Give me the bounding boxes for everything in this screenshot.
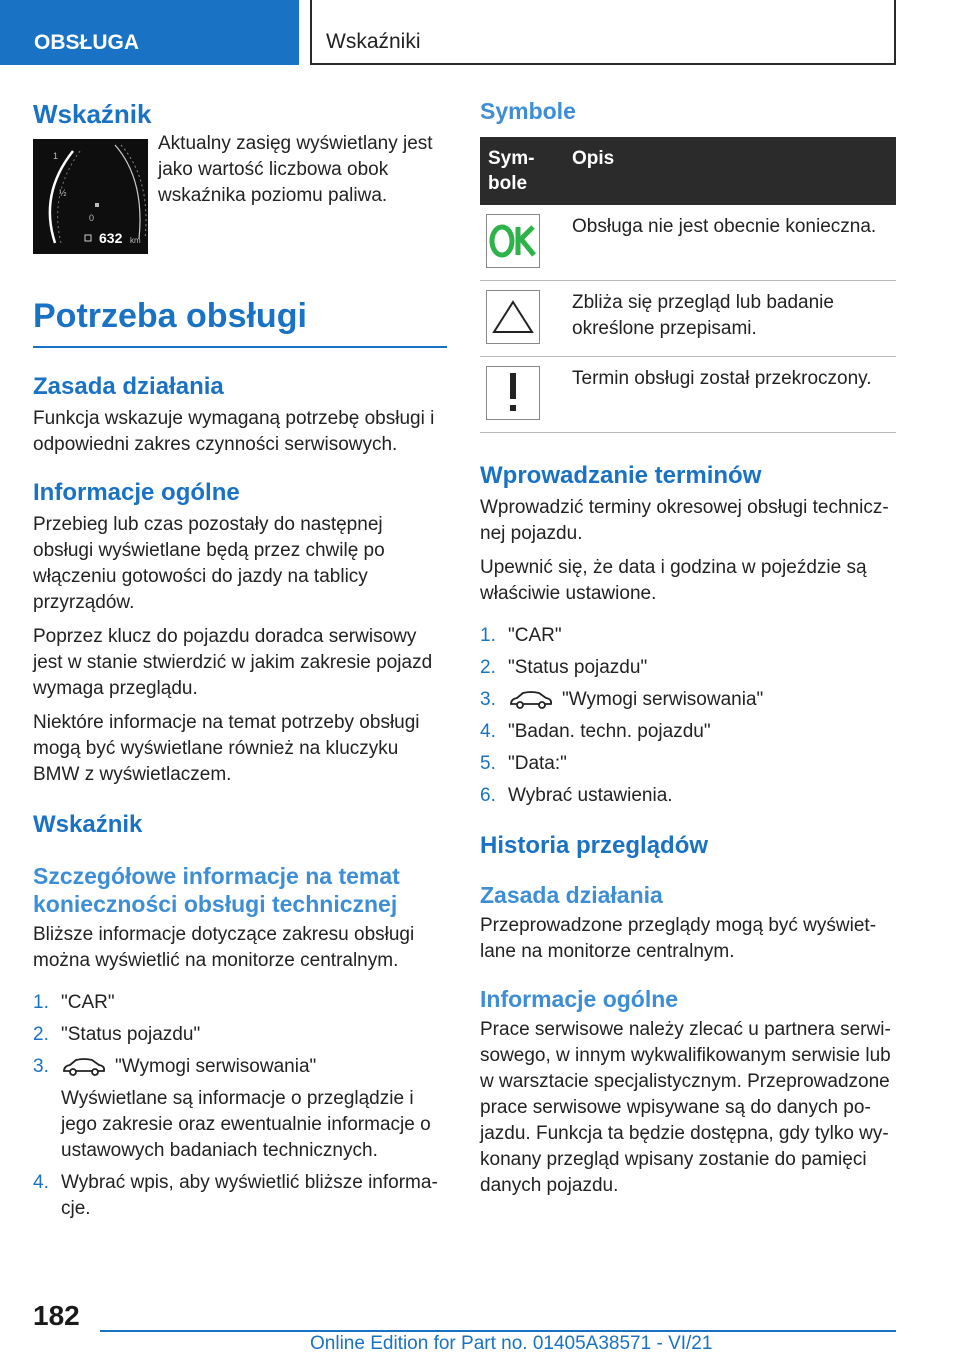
gauge-label-half: ½ — [59, 188, 67, 198]
exclamation-icon — [486, 366, 540, 420]
left-steps-list — [33, 990, 447, 1222]
heading-wskaznik-2: Wskaźnik — [33, 811, 143, 838]
fuel-gauge-image — [33, 139, 148, 254]
paragraph-info-2-right: Prace serwisowe należy zlecać u partnera serwisowego, w innym wykwalifikowanym serwisie lub w warsztacie specjalistycznym. Przeprowadzone prace serwisowe wpisywane są do danych pojazdu. Funkcja ta będzie dostępna, gdy tylko wykonany przegląd wpisany zostanie do pamięci danych pojazdu. — [480, 1019, 891, 1196]
gauge-range-value: 632 — [99, 230, 123, 246]
heading-szczegolowe: Szczegółowe informacje na temat konieczności obsługi technicznej — [33, 863, 400, 917]
heading-zasada-dzialania: Zasada działania — [33, 373, 224, 400]
step-note: Wyświetlane są informacje o przeglądzie i jego zakresie oraz ewentualnie informacje o ustawowych badaniach technicznych. — [61, 1088, 431, 1161]
gauge-description: Aktualny zasięg wyświetlany jest jako wartość liczbowa obok wskaźnika poziomu paliwa. — [158, 133, 433, 206]
list-item: 3. "Wymogi serwisowania" — [480, 689, 764, 710]
table-row — [480, 357, 896, 433]
list-item: 2. "Status pojazdu" — [33, 1024, 201, 1045]
heading-wskaznik: Wskaźnik — [33, 99, 152, 129]
table-row — [480, 205, 896, 281]
footer-edition: Online Edition for Part no. 01405A38571 - VI/21 — [310, 1333, 713, 1354]
right-steps-list — [480, 623, 896, 809]
left-column — [33, 97, 447, 1232]
heading-symbole: Symbole — [480, 98, 576, 124]
fuel-pump-icon — [95, 203, 99, 207]
col-header-symbol: Symbole — [480, 137, 564, 205]
gauge-block — [33, 133, 447, 254]
paragraph-zasada: Funkcja wskazuje wymaganą potrzebę obsługi i odpowiedni zakres czynności serwisowych. — [33, 408, 435, 455]
row-desc: Obsługa nie jest obecnie konieczna. — [564, 205, 896, 281]
paragraph-info-1: Przebieg lub czas pozostały do następnej obsługi wyświetlane będą przez chwilę po włączeniu gotowości do jazdy na tablicy przyrządów. — [33, 514, 385, 613]
list-item: 3. "Wymogi serwisowania" Wyświetlane są informacje o przeglądzie i jego zakresie oraz ewentualnie informacje o ustawowych badaniach technicznych. — [33, 1054, 447, 1164]
row-desc: Termin obsługi został przekroczony. — [564, 357, 896, 433]
list-item: 4. "Badan. techn. pojazdu" — [480, 721, 711, 742]
car-service-icon — [61, 1057, 107, 1077]
paragraph-info-3: Niektóre informacje na temat potrzeby obsługi mogą być wyświetlane również na kluczyku BMW z wyświetlaczem. — [33, 712, 420, 785]
list-item: 6. Wybrać ustawienia. — [480, 785, 673, 806]
heading-informacje-ogolne: Informacje ogólne — [33, 479, 240, 506]
chapter-tab: Wskaźniki — [310, 0, 896, 65]
right-column — [480, 97, 896, 1207]
footer-divider — [100, 1330, 896, 1332]
gauge-label-0: 0 — [89, 213, 95, 223]
paragraph-wprowadzanie-1: Wprowadzić terminy okresowej obsługi technicznej pojazdu. — [480, 497, 889, 544]
paragraph-zasada-2: Przeprowadzone przeglądy mogą być wyświetlane na monitorze centralnym. — [480, 915, 877, 962]
gauge-label-1: 1 — [53, 151, 59, 161]
table-row — [480, 281, 896, 357]
paragraph-info-2: Poprzez klucz do pojazdu doradca serwisowy jest w stanie stwierdzić w jakim zakresie pojazd wymaga przeglądu. — [33, 626, 433, 699]
ok-icon — [486, 214, 540, 268]
list-item: 1. "CAR" — [480, 625, 562, 646]
heading-potrzeba-obslugi: Potrzeba obsługi — [33, 296, 447, 348]
heading-wprowadzanie: Wprowadzanie terminów — [480, 462, 762, 489]
list-item: 2. "Status pojazdu" — [480, 657, 648, 678]
list-item: 5. "Data:" — [480, 753, 567, 774]
heading-informacje-ogolne-2: Informacje ogólne — [480, 986, 679, 1012]
gauge-range-unit: km — [130, 236, 141, 245]
heading-zasada-dzialania-2: Zasada działania — [480, 882, 663, 908]
paragraph-wprowadzanie-2: Upewnić się, że data i godzina w pojeździe są właściwie ustawione. — [480, 557, 867, 604]
car-service-icon — [508, 690, 554, 710]
list-item: 1. "CAR" — [33, 992, 115, 1013]
section-tab: OBSŁUGA — [0, 0, 299, 65]
heading-historia: Historia przeglądów — [480, 832, 709, 859]
list-item: 4. Wybrać wpis, aby wyświetlić bliższe informacje. — [33, 1172, 438, 1219]
warning-triangle-icon — [486, 290, 540, 344]
symbol-table — [480, 137, 896, 433]
row-desc: Zbliża się przegląd lub badanie określone przepisami. — [564, 281, 896, 357]
page-number: 182 — [33, 1300, 80, 1331]
col-header-desc: Opis — [564, 137, 896, 205]
paragraph-szczegolowe: Bliższe informacje dotyczące zakresu obsługi można wyświetlić na monitorze centralnym. — [33, 924, 415, 971]
